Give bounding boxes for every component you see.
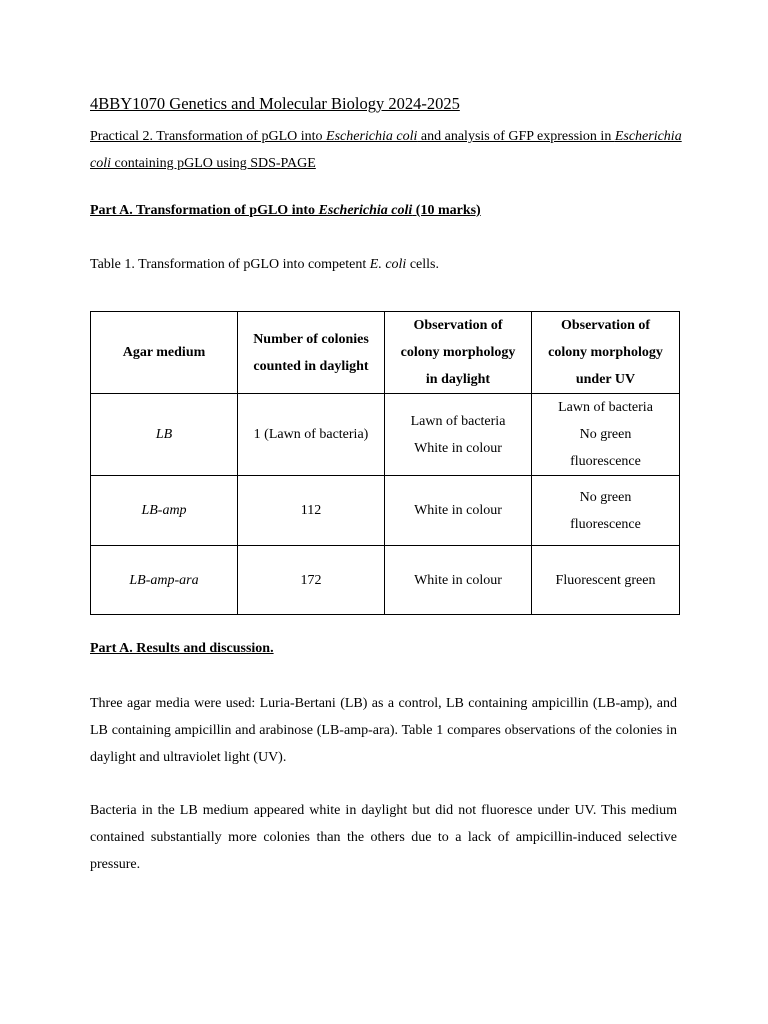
table-row [91,394,680,476]
document-title: 4BBY1070 Genetics and Molecular Biology 2024-2025 [90,94,460,113]
cell-line: fluorescence [570,516,641,532]
cell-uv [532,394,680,476]
part-a-heading [90,203,481,219]
cell-line: White in colour [414,572,502,588]
header-uv-observation [532,312,680,394]
header-line: Agar medium [122,345,206,360]
table-caption-species: E. coli [369,257,407,272]
header-line: in daylight [425,372,491,387]
table-caption-text-2: cells. [406,257,439,272]
subtitle-text-2: and analysis of GFP expression in [417,129,615,144]
cell-medium: LB [91,394,238,476]
part-a-heading-text-2: (10 marks) [412,203,481,218]
cell-line: Fluorescent green [555,572,656,588]
results-discussion-heading: Part A. Results and discussion. [90,641,274,656]
cell-colonies: 112 [238,476,385,546]
header-line: Number of colonies [253,331,369,347]
cell-line: Lawn of bacteria [410,413,506,429]
cell-line: No green [579,427,632,442]
cell-line: fluorescence [570,454,641,469]
header-line: Observation of [560,318,651,333]
cell-colonies: 1 (Lawn of bacteria) [238,394,385,476]
subtitle-text-1: Practical 2. Transformation of pGLO into [90,129,327,144]
cell-medium: LB-amp-ara [91,546,238,615]
header-line: colony morphology [400,345,516,360]
results-table [90,311,680,615]
cell-daylight [385,394,532,476]
cell-uv [532,546,680,615]
cell-daylight [385,546,532,615]
subtitle-text-3: containing pGLO using SDS-PAGE [111,156,316,171]
subtitle-species-2: Escherichia coli [90,129,682,171]
header-daylight-observation [385,312,532,394]
cell-daylight [385,476,532,546]
paragraph: Bacteria in the LB medium appeared white in daylight but did not fluoresce under UV. This medium contained substantially more colonies than the others due to a lack of ampicillin-induced selective pressure. [90,803,677,872]
cell-line: White in colour [414,503,502,518]
table-header-row [91,312,680,394]
paragraph: Three agar media were used: Luria-Bertani (LB) as a control, LB containing ampicillin (LB-amp), and LB containing ampicillin and arabinose (LB-amp-ara). Table 1 compares observations of the colonies in daylight and ultraviolet light (UV). [90,696,677,765]
header-line: colony morphology [548,345,663,360]
cell-line: Lawn of bacteria [558,400,653,415]
table-row [91,476,680,546]
header-line: Observation of [413,318,503,333]
table-row [91,546,680,615]
subtitle-species-1: Escherichia coli [326,129,418,144]
part-a-heading-species: Escherichia coli [318,203,413,218]
table-caption-text-1: Table 1. Transformation of pGLO into competent [90,257,370,272]
part-a-heading-text-1: Part A. Transformation of pGLO into [90,203,319,218]
cell-line: White in colour [414,440,502,456]
cell-medium: LB-amp [91,476,238,546]
practical-subtitle [90,123,690,177]
cell-uv [532,476,680,546]
cell-line: No green [579,489,632,505]
header-line: counted in daylight [253,358,369,374]
cell-colonies: 172 [238,546,385,615]
header-line: under UV [575,372,636,387]
header-agar-medium [91,312,238,394]
header-number-of-colonies [238,312,385,394]
table-caption [90,257,439,273]
